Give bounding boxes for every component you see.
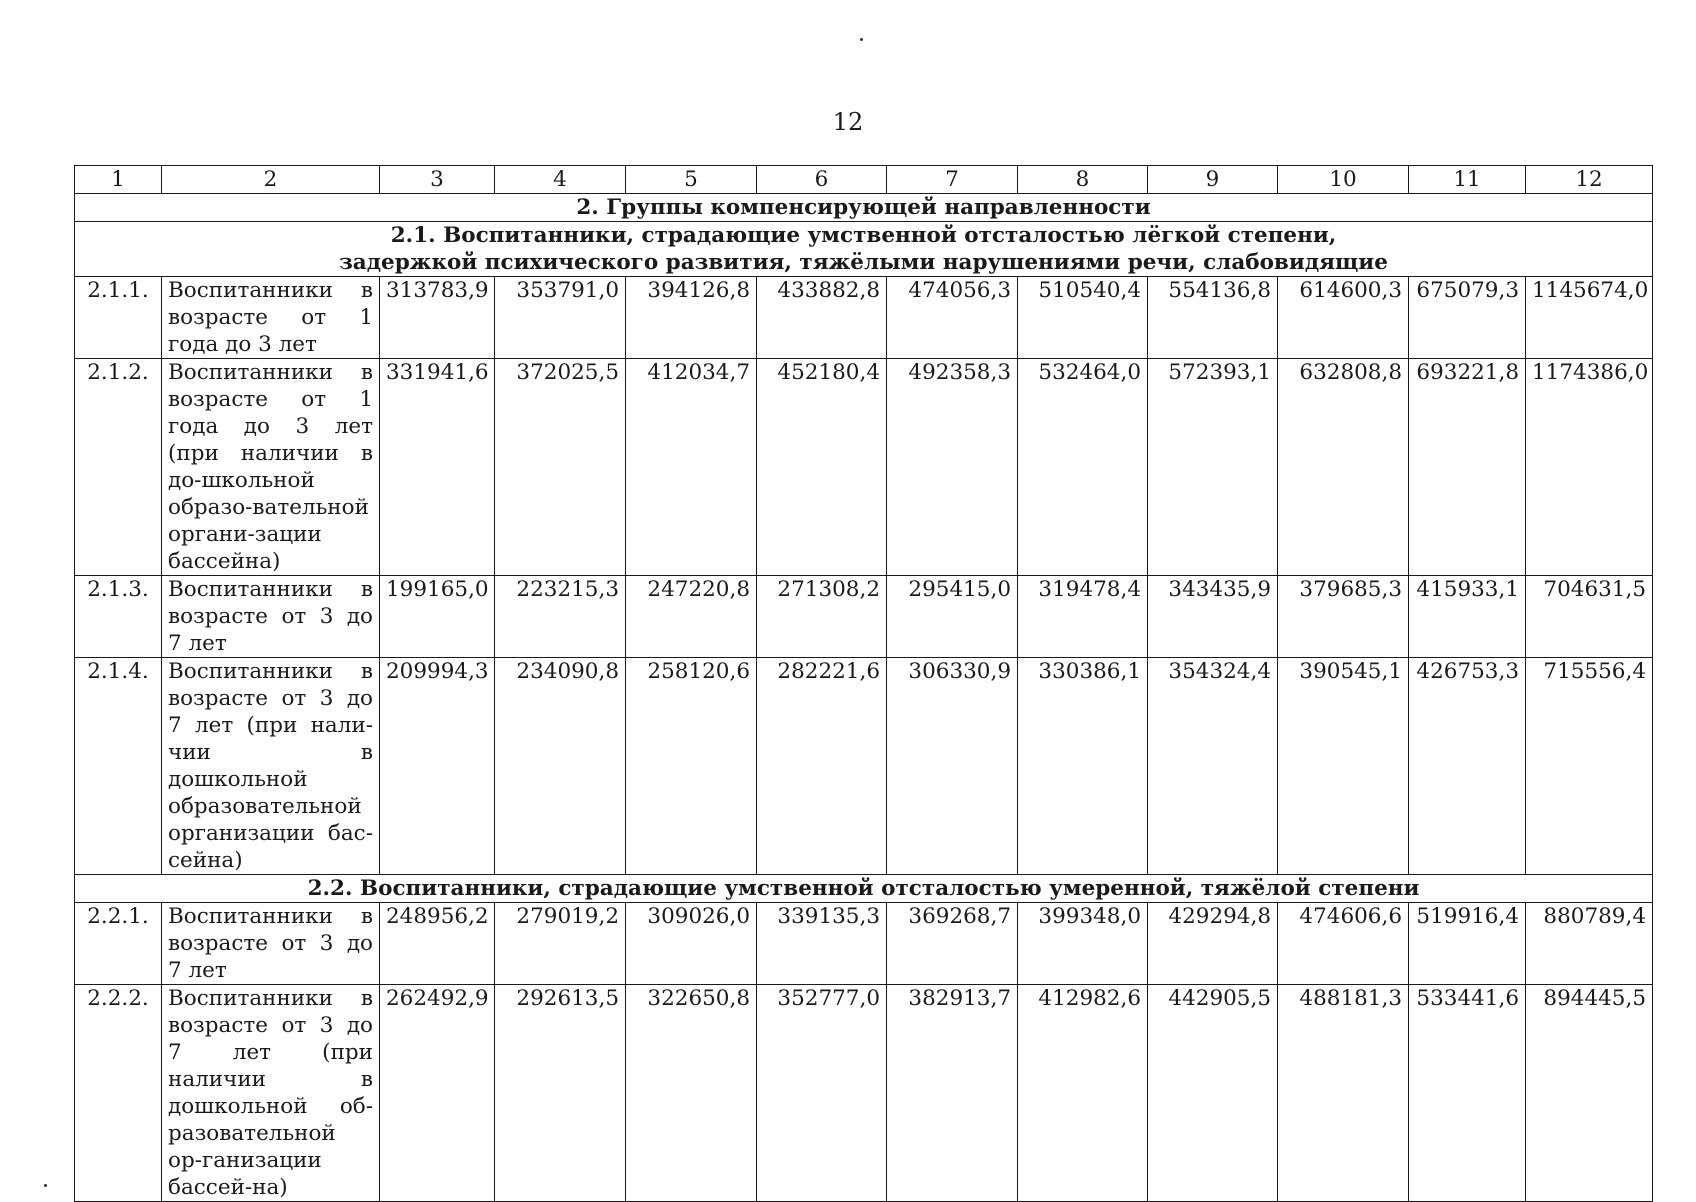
value-cell: 262492,9	[380, 985, 495, 1202]
group-title-row	[75, 222, 1653, 277]
column-number: 5	[626, 166, 757, 194]
section-title: 2. Группы компенсирующей направленности	[75, 194, 1653, 222]
value-cell: 390545,1	[1278, 658, 1409, 875]
value-cell: 353791,0	[495, 277, 626, 359]
row-description: Воспитанники в возрасте от 3 до 7 лет (при наличии в дошкольной об-разовательной ор-ганизации бассей-на)	[162, 985, 380, 1202]
cost-table	[74, 165, 1653, 1202]
value-cell: 1145674,0	[1526, 277, 1653, 359]
value-cell: 429294,8	[1148, 903, 1278, 985]
column-number: 7	[887, 166, 1018, 194]
table-body	[75, 166, 1653, 1202]
value-cell: 572393,1	[1148, 359, 1278, 576]
value-cell: 880789,4	[1526, 903, 1653, 985]
value-cell: 399348,0	[1018, 903, 1148, 985]
value-cell: 339135,3	[757, 903, 887, 985]
column-number: 9	[1148, 166, 1278, 194]
column-number-row	[75, 166, 1653, 194]
row-description: Воспитанники в возрасте от 1 года до 3 лет (при наличии в до-школьной образо-вательной органи-зации бассейна)	[162, 359, 380, 576]
row-description: Воспитанники в возрасте от 3 до 7 лет	[162, 576, 380, 658]
column-number: 3	[380, 166, 495, 194]
value-cell: 510540,4	[1018, 277, 1148, 359]
value-cell: 279019,2	[495, 903, 626, 985]
row-description: Воспитанники в возрасте от 3 до 7 лет (при нали-чии в дошкольной образовательной организации бас-сейна)	[162, 658, 380, 875]
column-number: 12	[1526, 166, 1653, 194]
value-cell: 632808,8	[1278, 359, 1409, 576]
value-cell: 331941,6	[380, 359, 495, 576]
value-cell: 412034,7	[626, 359, 757, 576]
value-cell: 258120,6	[626, 658, 757, 875]
value-cell: 234090,8	[495, 658, 626, 875]
value-cell: 894445,5	[1526, 985, 1653, 1202]
scan-speck	[44, 1184, 47, 1187]
value-cell: 532464,0	[1018, 359, 1148, 576]
value-cell: 715556,4	[1526, 658, 1653, 875]
table-row	[75, 985, 1653, 1202]
value-cell: 313783,9	[380, 277, 495, 359]
group-title-row	[75, 875, 1653, 903]
row-number: 2.1.2.	[75, 359, 162, 576]
column-number: 8	[1018, 166, 1148, 194]
value-cell: 412982,6	[1018, 985, 1148, 1202]
value-cell: 282221,6	[757, 658, 887, 875]
value-cell: 426753,3	[1409, 658, 1526, 875]
section-title-row	[75, 194, 1653, 222]
value-cell: 519916,4	[1409, 903, 1526, 985]
value-cell: 199165,0	[380, 576, 495, 658]
value-cell: 415933,1	[1409, 576, 1526, 658]
value-cell: 394126,8	[626, 277, 757, 359]
value-cell: 554136,8	[1148, 277, 1278, 359]
column-number: 10	[1278, 166, 1409, 194]
value-cell: 248956,2	[380, 903, 495, 985]
value-cell: 675079,3	[1409, 277, 1526, 359]
value-cell: 309026,0	[626, 903, 757, 985]
row-number: 2.1.4.	[75, 658, 162, 875]
row-number: 2.2.2.	[75, 985, 162, 1202]
column-number: 4	[495, 166, 626, 194]
column-number: 1	[75, 166, 162, 194]
value-cell: 474606,6	[1278, 903, 1409, 985]
value-cell: 322650,8	[626, 985, 757, 1202]
table-row	[75, 658, 1653, 875]
row-description: Воспитанники в возрасте от 3 до 7 лет	[162, 903, 380, 985]
group-title: 2.2. Воспитанники, страдающие умственной отсталостью умеренной, тяжёлой степени	[75, 875, 1653, 903]
value-cell: 474056,3	[887, 277, 1018, 359]
value-cell: 223215,3	[495, 576, 626, 658]
value-cell: 382913,7	[887, 985, 1018, 1202]
value-cell: 271308,2	[757, 576, 887, 658]
value-cell: 492358,3	[887, 359, 1018, 576]
value-cell: 372025,5	[495, 359, 626, 576]
value-cell: 488181,3	[1278, 985, 1409, 1202]
row-number: 2.1.3.	[75, 576, 162, 658]
value-cell: 247220,8	[626, 576, 757, 658]
value-cell: 352777,0	[757, 985, 887, 1202]
value-cell: 452180,4	[757, 359, 887, 576]
table-row	[75, 277, 1653, 359]
scan-speck	[860, 38, 863, 41]
value-cell: 704631,5	[1526, 576, 1653, 658]
page-number: 12	[832, 108, 864, 136]
row-description: Воспитанники в возрасте от 1 года до 3 лет	[162, 277, 380, 359]
value-cell: 693221,8	[1409, 359, 1526, 576]
value-cell: 306330,9	[887, 658, 1018, 875]
group-title: 2.1. Воспитанники, страдающие умственной отсталостью лёгкой степени, задержкой психического развития, тяжёлыми нарушениями речи, слабовидящие	[75, 222, 1653, 277]
column-number: 6	[757, 166, 887, 194]
value-cell: 433882,8	[757, 277, 887, 359]
value-cell: 292613,5	[495, 985, 626, 1202]
column-number: 11	[1409, 166, 1526, 194]
value-cell: 369268,7	[887, 903, 1018, 985]
row-number: 2.2.1.	[75, 903, 162, 985]
table-row	[75, 903, 1653, 985]
value-cell: 379685,3	[1278, 576, 1409, 658]
column-number: 2	[162, 166, 380, 194]
value-cell: 295415,0	[887, 576, 1018, 658]
table-row	[75, 359, 1653, 576]
value-cell: 442905,5	[1148, 985, 1278, 1202]
value-cell: 343435,9	[1148, 576, 1278, 658]
value-cell: 614600,3	[1278, 277, 1409, 359]
value-cell: 354324,4	[1148, 658, 1278, 875]
row-number: 2.1.1.	[75, 277, 162, 359]
value-cell: 533441,6	[1409, 985, 1526, 1202]
table-row	[75, 576, 1653, 658]
value-cell: 330386,1	[1018, 658, 1148, 875]
value-cell: 209994,3	[380, 658, 495, 875]
value-cell: 319478,4	[1018, 576, 1148, 658]
value-cell: 1174386,0	[1526, 359, 1653, 576]
